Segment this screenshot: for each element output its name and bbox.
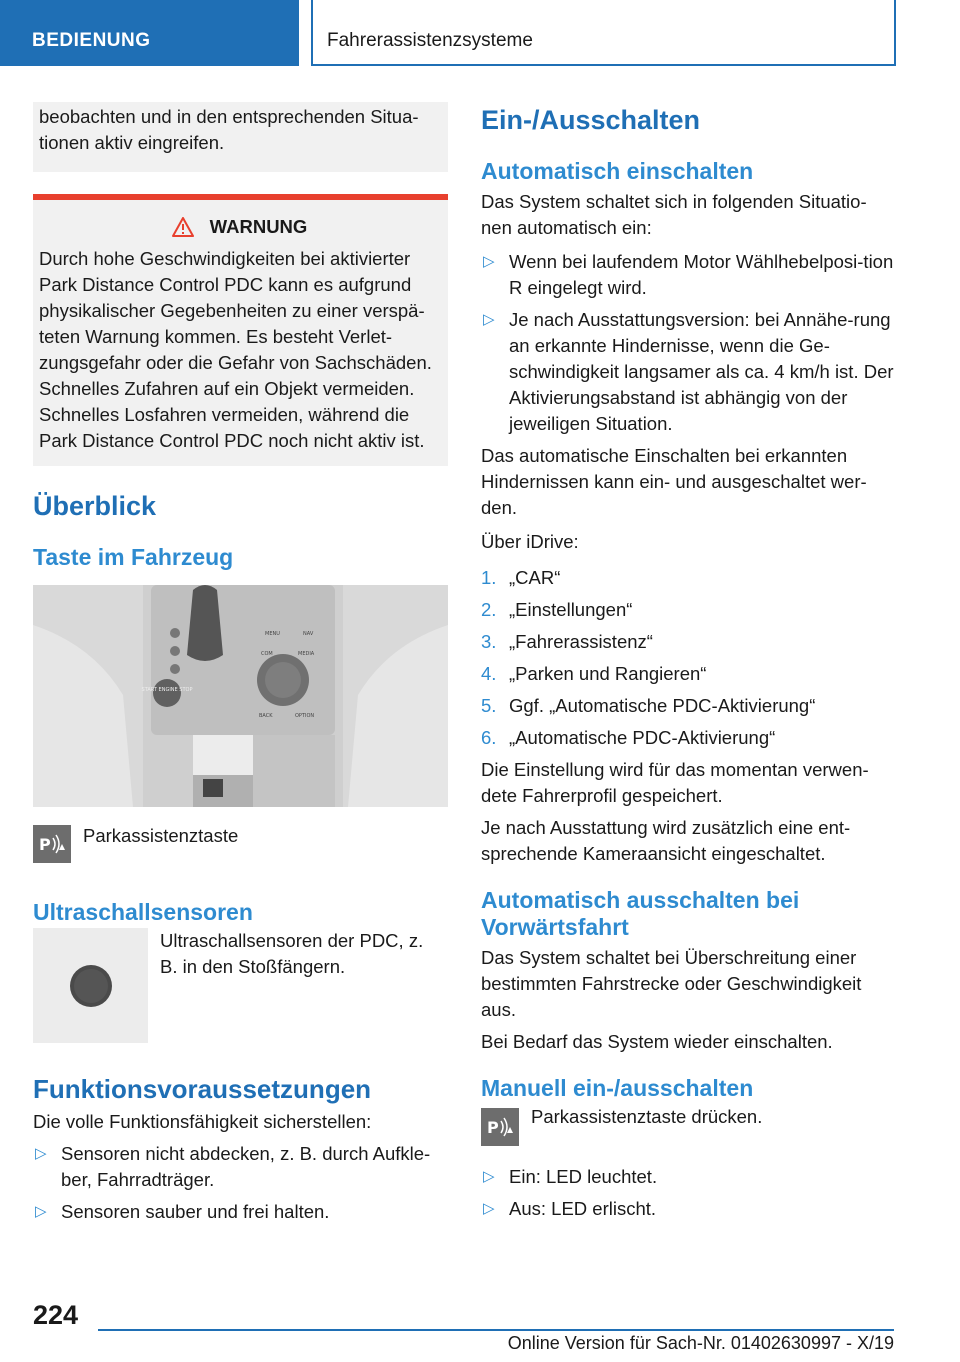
warning-heading: [39, 214, 440, 240]
list-item: ▷ Wenn bei laufendem Motor Wählhebelposi-tion R eingelegt wird.: [483, 251, 894, 298]
idrive-label: Über iDrive:: [481, 531, 579, 552]
svg-text:NAV: NAV: [303, 631, 314, 637]
warning-triangle-icon: [172, 217, 194, 237]
warning-title: WARNUNG: [209, 216, 308, 237]
auto-on-heading: Automatisch einschalten: [481, 158, 754, 184]
sensors-heading: Ultraschallsensoren: [33, 899, 253, 925]
func-intro: Die volle Funktionsfähigkeit sicherstellen:: [33, 1111, 372, 1132]
auto-off-heading: Automatisch ausschalten bei Vorwärtsfahrt: [481, 887, 800, 940]
auto-on-para: Das automatische Einschalten bei erkannten Hindernissen kann ein- und ausgeschaltet wer-den.: [481, 445, 867, 518]
idrive-step-list: [481, 565, 896, 751]
profile-para: Die Einstellung wird für das momentan verwen-dete Fahrerprofil gespeichert.: [481, 759, 869, 806]
list-item: ▷ Je nach Ausstattungsversion: bei Annähe-rung an erkannte Hindernisse, wenn die Ge-schwindigkeit langsamer als ca. 4 km/h ist. Der Aktivierungsabstand ist abhängig von der jeweiligen Situation.: [483, 309, 894, 434]
park-assist-icon: [481, 1108, 519, 1146]
left-column: [33, 102, 448, 1231]
warning-box: [33, 200, 448, 466]
sensor-image: [33, 928, 148, 1043]
online-version-link[interactable]: Online Version für Sach-Nr. 01402630997 - X/19: [507, 1333, 894, 1353]
auto-on-bullet-list: [481, 249, 896, 437]
func-bullet-list: [33, 1141, 448, 1225]
onoff-heading: Ein-/Ausschalten: [481, 105, 701, 135]
bullet-triangle-icon: ▷: [483, 311, 495, 328]
warning-text: Durch hohe Geschwindigkeiten bei aktivierter Park Distance Control PDC kann es aufgrund physikalischer Gegebenheiten zu einer verspä-teten Warnung kommen. Es besteht Verlet-zungsgefahr oder die Gefahr von Sachschäden. Schnelles Zufahren auf ein Objekt vermeiden. Schnelles Losfahren vermeiden, während die Park Distance Control PDC noch nicht aktiv ist.: [39, 248, 432, 451]
park-assist-icon: [33, 825, 71, 863]
center-console-image: [33, 585, 448, 807]
svg-text:COM: COM: [261, 651, 273, 657]
svg-text:MEDIA: MEDIA: [298, 651, 315, 657]
list-item: 4. „Parken und Rangieren“: [481, 663, 707, 684]
chapter-title: Fahrerassistenzsysteme: [327, 30, 533, 51]
section-tab: [0, 0, 299, 66]
section-title: BEDIENUNG: [32, 30, 151, 51]
svg-text:BACK: BACK: [259, 713, 273, 719]
list-item: 2. „Einstellungen“: [481, 599, 633, 620]
list-item: 6. „Automatische PDC-Aktivierung“: [481, 727, 776, 748]
list-item: 1. „CAR“: [481, 567, 561, 588]
list-item: 5. Ggf. „Automatische PDC-Aktivierung“: [481, 695, 816, 716]
footer-divider: [98, 1329, 894, 1331]
sensors-text: Ultraschallsensoren der PDC, z. B. in den Stoßfängern.: [160, 930, 424, 977]
ultrasonic-sensor-icon: [68, 963, 114, 1009]
svg-text:P: P: [39, 835, 51, 854]
manual-text: Parkassistenztaste drücken.: [531, 1106, 763, 1127]
auto-off-para1: Das System schaltet bei Überschreitung einer bestimmten Fahrstrecke oder Geschwindigkeit aus.: [481, 947, 862, 1020]
list-item: ▷ Aus: LED erlischt.: [481, 1196, 896, 1222]
svg-text:P: P: [487, 1118, 499, 1137]
bullet-triangle-icon: ▷: [483, 253, 495, 270]
console-photo: [33, 585, 448, 807]
manual-row: [481, 1108, 896, 1146]
intro-box: [33, 102, 448, 172]
intro-text: beobachten und in den entsprechenden Situa-tionen aktiv eingreifen.: [39, 106, 419, 153]
bullet-triangle-icon: ▷: [483, 1200, 495, 1217]
right-column: [481, 102, 896, 1228]
bullet-triangle-icon: ▷: [35, 1145, 47, 1162]
chapter-tab: [311, 0, 896, 66]
camera-para: Je nach Ausstattung wird zusätzlich eine ent-sprechende Kameraansicht eingeschaltet.: [481, 817, 851, 864]
manual-heading: Manuell ein-/ausschalten: [481, 1075, 754, 1101]
start-label: START ENGINE STOP: [141, 687, 193, 693]
overview-heading: Überblick: [33, 491, 157, 521]
svg-text:MENU: MENU: [265, 631, 280, 637]
list-item: ▷ Sensoren nicht abdecken, z. B. durch Aufkle-ber, Fahrradträger.: [35, 1143, 431, 1190]
func-heading: Funktionsvoraussetzungen: [33, 1074, 372, 1104]
list-item: 3. „Fahrerassistenz“: [481, 631, 653, 652]
list-item: ▷ Ein: LED leuchtet.: [481, 1164, 896, 1190]
list-item: ▷ Sensoren sauber und frei halten.: [33, 1199, 448, 1225]
sensors-row: [33, 928, 448, 1043]
auto-off-para2: Bei Bedarf das System wieder einschalten.: [481, 1031, 833, 1052]
svg-text:OPTION: OPTION: [295, 713, 315, 719]
page-number: 224: [33, 1300, 79, 1330]
button-heading: Taste im Fahrzeug: [33, 544, 234, 570]
manual-bullet-list: [481, 1164, 896, 1222]
bullet-triangle-icon: ▷: [35, 1203, 47, 1220]
button-caption: Parkassistenztaste: [83, 825, 239, 846]
button-caption-row: [33, 825, 448, 863]
bullet-triangle-icon: ▷: [483, 1168, 495, 1185]
auto-on-intro: Das System schaltet sich in folgenden Situatio-nen automatisch ein:: [481, 191, 867, 238]
